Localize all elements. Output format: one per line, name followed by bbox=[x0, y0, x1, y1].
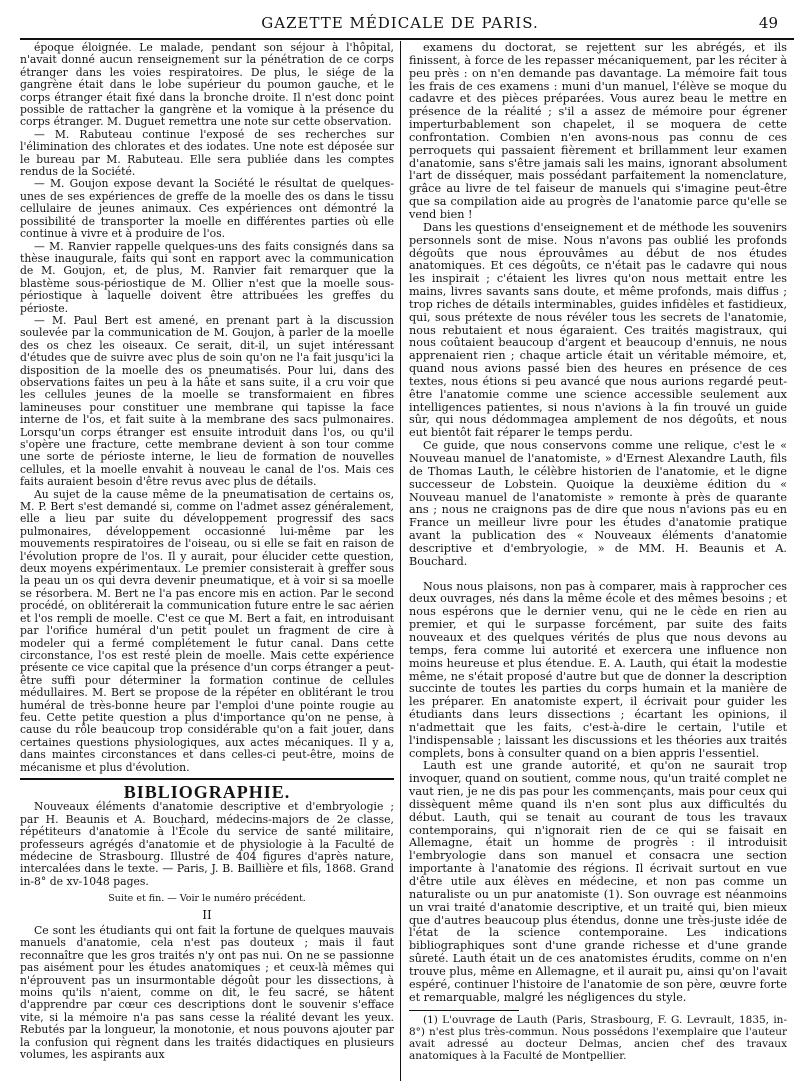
section-title: BIBLIOGRAPHIE. bbox=[123, 781, 291, 802]
paragraph: — M. Ranvier rappelle quelques-uns des faits consignés dans sa thèse inaugurale, faits qui sont en rapport avec la communication de M. Goujon, et, de plus, M. Ranvier fait remarquer que la blastème sous-périostique de M. Ollier n'est que la moelle sous-périostique à laquelle doivent être attribuées les greffes du périoste. bbox=[20, 239, 394, 315]
paragraph: — M. Rabuteau continue l'exposé de ses recherches sur l'élimination des chlorates et des iodates. Une note est déposée sur le bureau par M. Rabuteau. Elle sera publiée dans les comptes rendus de la Société. bbox=[20, 127, 394, 179]
paragraph: Dans les questions d'enseignement et de méthode les souvenirs personnels sont de mise. Nous n'avons pas oublié les profonds dégoûts que nous éprouvâmes au début de nos études anatomiques. Et ces dégoûts, ce n'était pas le cadavre qui nous les inspirait ; c'étaient les livres qu'on nous mettait entre les mains, livres savants sans doute, et même profonds, mais diffus ; trop riches de détails interminables, guides infidèles et fastidieux, qui, sous prétexte de nous révéler tous les secrets de l'anatomie, nous rebutaient et nous égaraient. Ces traités magistraux, qui nous coûtaient beaucoup d'argent et beaucoup d'ennuis, ne nous apprenaient rien ; chaque article était un véritable mémoire, et, quand nous avions passé bien des heures en présence de ces textes, nous étions si peu avancé que nous aurions regardé peut-être l'anatomie comme une science accessible seulement aux intelligences patientes, si nous n'avions à la fin trouvé un guide sûr, qui nous dédommagea amplement de nos dégoûts, et nous eut bientôt fait réparer le temps perdu. bbox=[409, 220, 787, 440]
footnote-rule bbox=[409, 1010, 519, 1011]
part-numeral: II bbox=[202, 907, 212, 922]
left-column bbox=[20, 42, 394, 1062]
paragraph: Ce guide, que nous conservons comme une relique, c'est le « Nouveau manuel de l'anatomiste, » d'Ernest Alexandre Lauth, fils de Thomas Lauth, le célèbre historien de l'anatomie, et le digne successeur de Lobstein. Quoique la deuxième édition du « Nouveau manuel de l'anatomiste » remonte à près de quarante ans ; nous ne craignons pas de dire que nous n'avions pas eu en France un meilleur livre pour les études d'anatomie pratique avant la publication des « Nouveaux éléments d'anatomie descriptive et d'embryologie, » de MM. H. Beaunis et A. Bouchard. bbox=[409, 439, 787, 568]
running-head: GAZETTE MÉDICALE DE PARIS. bbox=[261, 14, 539, 32]
footnote-text: (1) L'ouvrage de Lauth (Paris, Strasbourg, F. G. Levrault, 1835, in-8°) n'est plus très-commun. Nous possédons l'exemplaire que l'auteur avait adressé au docteur Delmas, ancien chef des travaux anatomiques à la Faculté de Montpellier. bbox=[409, 1014, 787, 1063]
paragraph: examens du doctorat, se rejettent sur les abrégés, et ils finissent, à force de les repasser mécaniquement, par les réciter à peu près : on n'en demande pas davantage. La mémoire fait tous les frais de ces examens : muni d'un manuel, l'élève se moque du cadavre et des pièces préparées. Vous aurez beau le mettre en présence de la réalité ; s'il a assez de mémoire pour égrener imperturbablement son chapelet, il se moquera de cette confrontation. Combien n'en avons-nous pas connu de ces perroquets qui passaient fièrement et brillamment leur examen d'anatomie, sans s'être jamais sali les mains, ignorant absolument l'art de disséquer, mais possédant parfaitement la nomenclature, grâce au livre de tel faiseur de manuels qui s'imagine peut-être que sa compilation aide au progrès de l'anatomie parce qu'elle se vend bien ! bbox=[409, 41, 787, 221]
paragraph: — M. Paul Bert est amené, en prenant part à la discussion soulevée par la communication de M. Goujon, à parler de la moelle des os chez les oiseaux. Ce serait, dit-il, un sujet intéressant d'études que de suivre avec plus de soin qu'on ne l'a fait jusqu'ici la disposition de la moelle des os pneumatisés. Pour lui, dans des observations faites un peu à la hâte et sans suite, il a cru voir que les cellules jeunes de la moelle se transformaient en fibres lamineuses pour constituer une membrane qui tapisse la face interne de l'os, et fait suite à la membrane des sacs pulmonaires. Lorsqu'un corps étranger est ensuite introduit dans l'os, ou qu'il s'opère une fracture, cette membrane devient à son tour comme une sorte de périoste interne, le lieu de formation de nouvelles cellules, et la moelle envahit à nouveau le canal de l'os. Mais ces faits auraient besoin d'être revus avec plus de détails. bbox=[20, 313, 394, 489]
right-column bbox=[409, 42, 787, 1062]
column-divider bbox=[400, 41, 401, 1081]
paragraph: Nous nous plaisons, non pas à comparer, mais à rapprocher ces deux ouvrages, nés dans la même école et des mêmes besoins ; et nous espérons que le dernier venu, qui ne le cède en rien au premier, et qui le surpasse forcément, par suite des faits nouveaux et des quelques vérités de plus que nous devons au temps, fera comme lui autorité et exercera une influence non moins heureuse et plus étendue. E. A. Lauth, qui était la modestie même, ne s'était proposé d'autre but que de donner la description succinte de toutes les parties du corps humain et la manière de les préparer. En anatomiste expert, il écrivait pour guider les étudiants dans leurs dissections ; écartant les opinions, il n'admettait que les faits, c'est-à-dire le certain, l'utile et l'indispensable ; laissant les discussions et les théories aux traités complets, bons à consulter quand on a bien appris l'essentiel. bbox=[409, 579, 787, 760]
paragraph: Ce sont les étudiants qui ont fait la fortune de quelques mauvais manuels d'anatomie, cela n'est pas douteux ; mais il faut reconnaître que les gros traités n'y ont pas nui. On ne se passionne pas aisément pour les études anatomiques ; et ceux-là mêmes qui n'éprouvent pas un insurmontable dégoût pour les dissections, à moins qu'ils n'aient, comme on dit, le feu sacré, se hâtent d'apprendre par cœur ces descriptions dont le souvenir s'efface vite, si la mémoire n'a pas sans cesse la réalité devant les yeux. Rebutés par la longueur, la monotonie, et nous pouvons ajouter par la confusion qui règnent dans les traités didactiques en plusieurs volumes, les aspirants aux bbox=[20, 924, 394, 1062]
bibliographic-entry: Nouveaux éléments d'anatomie descriptive et d'embryologie ; par H. Beaunis et A. Bouchard, médecins-majors de 2e classe, répétiteurs d'anatomie à l'École du service de santé militaire, professeurs agrégés d'anatomie et de physiologie à la Faculté de médecine de Strasbourg. Illustré de 404 figures d'après nature, intercalées dans le texte. — Paris, J. B. Baillière et fils, 1868. Grand in-8° de xv-1048 pages. bbox=[20, 800, 394, 888]
section-rule bbox=[20, 778, 394, 780]
page-number: 49 bbox=[758, 14, 778, 32]
paragraph: — M. Goujon expose devant la Société le résultat de quelques-unes de ses expériences de greffe de la moelle des os dans le tissu cellulaire de jeunes animaux. Ces expériences ont démontré la possibilité de transporter la moelle en différentes parties où elle continue à vivre et à produire de l'os. bbox=[20, 177, 394, 241]
paragraph: Lauth est une grande autorité, et qu'on ne saurait trop invoquer, quand on soutient, comme nous, qu'un traité complet ne vaut rien, je ne dis pas pour les commençants, mais pour ceux qui dissèquent même quand ils n'en sont plus aux difficultés du début. Lauth, qui se tenait au courant de tous les travaux contemporains, qui n'ignorait rien de ce qui se faisait en Allemagne, était un homme de progrès : il introduisit l'embryologie dans son manuel et consacra une section importante à l'anatomie des régions. Il écrivait surtout en vue d'être utile aux élèves en médecine, et non pas comme un naturaliste ou un pur anatomiste (1). Son ouvrage est néanmoins un vrai traité d'anatomie descriptive, et un traité qui, bien mieux que d'autres beaucoup plus étendus, donne une très-juste idée de l'état de la science contemporaine. Les indications bibliographiques sont d'une grande richesse et d'une grande sûreté. Lauth était un de ces anatomistes érudits, comme on n'en trouve plus, même en Allemagne, et il aurait pu, ainsi qu'on l'avait espéré, continuer l'histoire de l'anatomie de son père, œuvre forte et remarquable, malgré les négligences du style. bbox=[409, 759, 787, 1004]
paragraph: Au sujet de la cause même de la pneumatisation de certains os, M. P. Bert s'est demandé si, comme on l'admet assez généralement, elle a lieu par suite du développement progressif des sacs pulmonaires, développement occasionné lui-même par les mouvements respiratoires de l'oiseau, ou si elle se fait en raison de l'évolution propre de l'os. Il y aurait, pour élucider cette question, deux moyens expérimentaux. Le premier consisterait à greffer sous la peau un os qui devra devenir pneumatique, et à voir si sa moelle se résorbera. M. Bert ne l'a pas encore mis en action. Par le second procédé, on oblitérerait la communication future entre le sac aérien et l'os rempli de moelle. C'est ce que M. Bert a fait, en introduisant par l'orifice huméral d'un petit poulet un fragment de cire à modeler qui a fermé complétement le futur canal. Dans cette circonstance, l'os est resté plein de moelle. Mais cette expérience présente ce vice capital que la présence d'un corps étranger a peut-être suffi pour déterminer la formation continue de cellules médullaires. M. Bert se propose de la répéter en oblitérant le trou huméral de très-bonne heure par l'emploi d'une pointe rougie au feu. Cette petite question a plus d'importance qu'on ne pense, à cause du rôle beaucoup trop considérable qu'on a fait jouer, dans certaines questions physiologiques, aux actes mécaniques. Il y a, dans maintes circonstances et dans celles-ci peut-être, moins de mécanisme et plus d'évolution. bbox=[20, 487, 394, 774]
continuation-note: Suite et fin. — Voir le numéro précédent. bbox=[108, 893, 306, 905]
paragraph-gap bbox=[409, 569, 787, 581]
paragraph: époque éloignée. Le malade, pendant son séjour à l'hôpital, n'avait donné aucun renseignement sur la pénétration de ce corps étranger dans les voies respiratoires. De plus, le siége de la gangrène était dans le lobe supérieur du poumon gauche, et le corps étranger était fixé dans la bronche droite. Il n'est donc point possible de rattacher la gangrène et la vomique à la présence du corps étranger. M. Duguet remettra une note sur cette observation. bbox=[20, 41, 394, 129]
header-rule bbox=[20, 38, 794, 40]
footnote bbox=[409, 1014, 787, 1062]
